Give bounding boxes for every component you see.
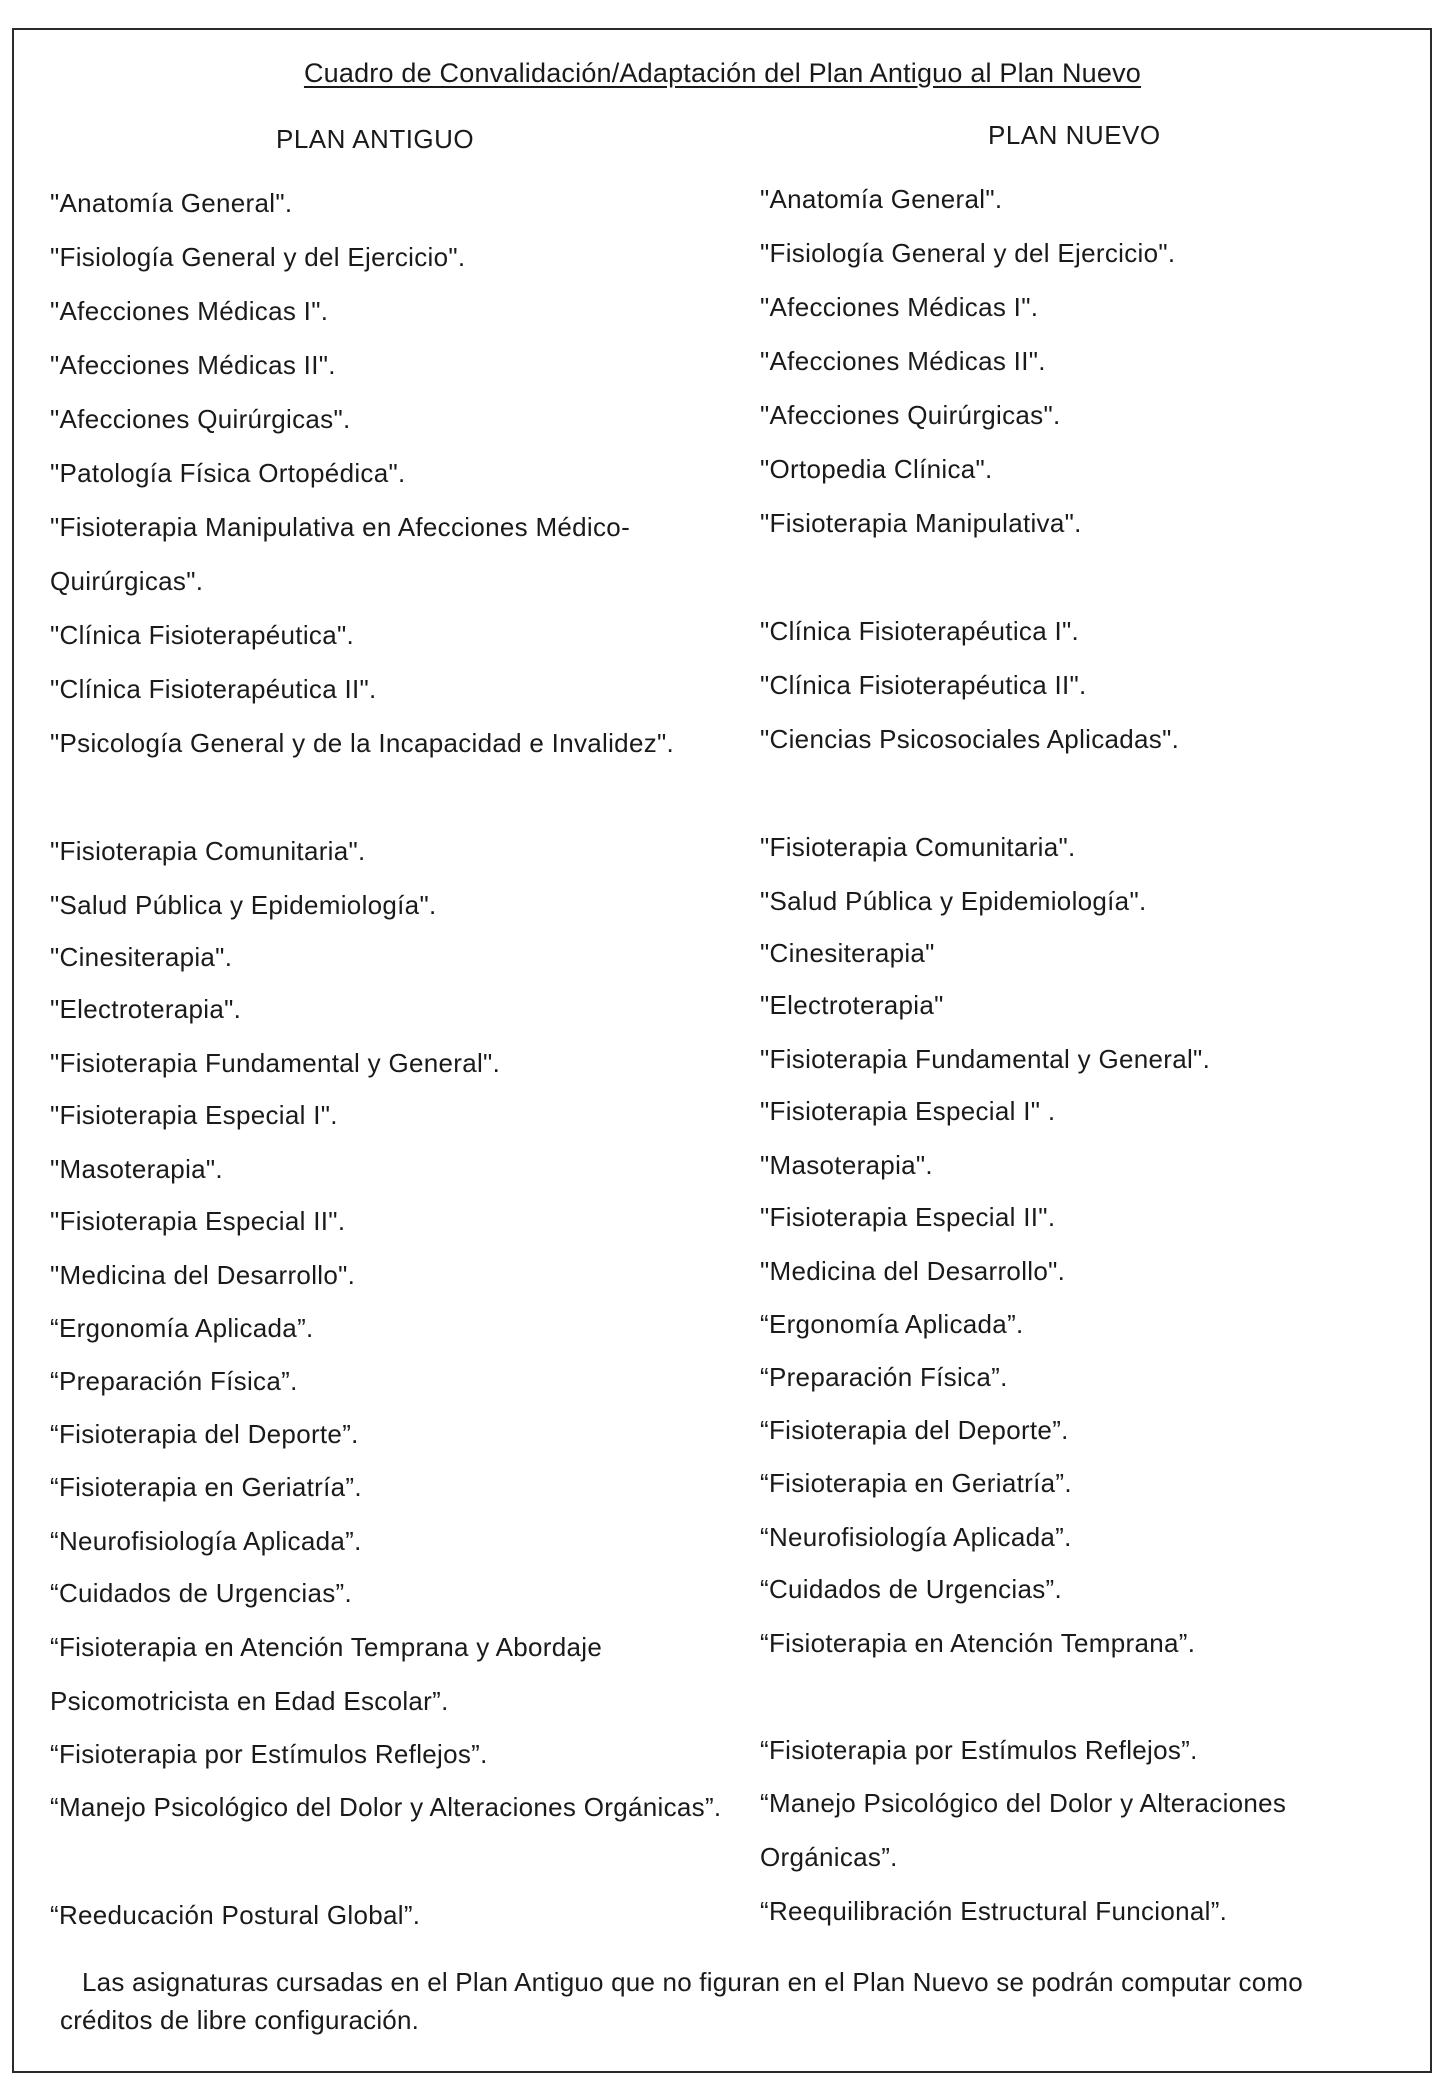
- new-subject: “Fisioterapia por Estímulos Reflejos”.: [760, 1735, 1198, 1765]
- old-subject: “Fisioterapia por Estímulos Reflejos”.: [50, 1739, 488, 1769]
- new-subject: "Clínica Fisioterapéutica II".: [760, 670, 1087, 700]
- old-subject: “Neurofisiología Aplicada”.: [50, 1526, 362, 1556]
- old-subject: "Afecciones Médicas I".: [50, 296, 329, 326]
- old-subject: “Ergonomía Aplicada”.: [50, 1313, 314, 1343]
- new-subject: "Fisioterapia Comunitaria".: [760, 832, 1076, 862]
- old-subject: "Afecciones Médicas II".: [50, 350, 336, 380]
- new-subject: "Salud Pública y Epidemiología".: [760, 886, 1147, 916]
- new-subject: "Afecciones Quirúrgicas".: [760, 400, 1061, 430]
- old-subject: "Fisioterapia Comunitaria".: [50, 836, 366, 866]
- column-header-new-plan: PLAN NUEVO: [988, 120, 1161, 150]
- page-title: Cuadro de Convalidación/Adaptación del Plan Antiguo al Plan Nuevo: [303, 58, 1142, 88]
- old-subject: "Cinesiterapia".: [50, 942, 233, 972]
- new-subject: “Reequilibración Estructural Funcional”.: [760, 1896, 1228, 1926]
- new-subject: "Fisioterapia Manipulativa".: [760, 508, 1082, 538]
- old-subject: “Fisioterapia en Atención Temprana y Abordaje Psicomotricista en Edad Escolar”.: [50, 1632, 603, 1716]
- new-subject: "Electroterapia": [760, 990, 944, 1020]
- old-subject: "Psicología General y de la Incapacidad e Invalidez".: [50, 728, 675, 758]
- old-subject: “Cuidados de Urgencias”.: [50, 1578, 353, 1608]
- new-subject: “Fisioterapia en Geriatría”.: [760, 1468, 1072, 1498]
- new-subject: "Ortopedia Clínica".: [760, 454, 993, 484]
- new-subject: “Manejo Psicológico del Dolor y Alteraciones Orgánicas”.: [760, 1788, 1287, 1872]
- new-subject: "Fisiología General y del Ejercicio".: [760, 238, 1176, 268]
- new-subject: “Cuidados de Urgencias”.: [760, 1574, 1063, 1604]
- new-subject: “Preparación Física”.: [760, 1362, 1008, 1392]
- old-subject: "Electroterapia".: [50, 994, 242, 1024]
- column-header-old-plan: PLAN ANTIGUO: [276, 124, 475, 154]
- old-subject: “Reeducación Postural Global”.: [50, 1900, 421, 1930]
- old-subject: "Fisioterapia Especial II".: [50, 1206, 346, 1236]
- new-subject: “Neurofisiología Aplicada”.: [760, 1522, 1072, 1552]
- old-subject: "Clínica Fisioterapéutica II".: [50, 674, 377, 704]
- old-subject: “Fisioterapia en Geriatría”.: [50, 1472, 362, 1502]
- footer-note: Las asignaturas cursadas en el Plan Antiguo que no figuran en el Plan Nuevo se podrán computar como créditos de libre configuración.: [60, 1967, 1303, 2035]
- new-subject: "Cinesiterapia": [760, 938, 935, 968]
- old-subject: "Fisioterapia Especial I".: [50, 1100, 338, 1130]
- old-subject: "Medicina del Desarrollo".: [50, 1260, 356, 1290]
- old-subject: "Fisioterapia Fundamental y General".: [50, 1048, 501, 1078]
- new-subject: "Afecciones Médicas II".: [760, 346, 1046, 376]
- old-subject: "Fisioterapia Manipulativa en Afecciones Médico-Quirúrgicas".: [50, 512, 631, 596]
- new-subject: "Clínica Fisioterapéutica I".: [760, 616, 1080, 646]
- old-subject: "Masoterapia".: [50, 1154, 223, 1184]
- old-subject: "Patología Física Ortopédica".: [50, 458, 406, 488]
- new-subject: “Ergonomía Aplicada”.: [760, 1309, 1024, 1339]
- new-subject: "Anatomía General".: [760, 184, 1003, 214]
- new-subject: "Masoterapia".: [760, 1150, 933, 1180]
- old-subject: “Manejo Psicológico del Dolor y Alteraciones Orgánicas”.: [50, 1792, 722, 1822]
- new-subject: "Ciencias Psicosociales Aplicadas".: [760, 724, 1180, 754]
- new-subject: "Fisioterapia Fundamental y General".: [760, 1044, 1211, 1074]
- new-subject: "Medicina del Desarrollo".: [760, 1256, 1066, 1286]
- new-subject: “Fisioterapia en Atención Temprana”.: [760, 1628, 1196, 1658]
- new-subject: "Fisioterapia Especial I" .: [760, 1096, 1056, 1126]
- new-subject: “Fisioterapia del Deporte”.: [760, 1415, 1069, 1445]
- old-subject: “Preparación Física”.: [50, 1366, 298, 1396]
- old-subject: "Anatomía General".: [50, 188, 293, 218]
- new-subject: "Afecciones Médicas I".: [760, 292, 1039, 322]
- old-subject: "Salud Pública y Epidemiología".: [50, 890, 437, 920]
- new-subject: "Fisioterapia Especial II".: [760, 1202, 1056, 1232]
- old-subject: “Fisioterapia del Deporte”.: [50, 1419, 359, 1449]
- old-subject: "Fisiología General y del Ejercicio".: [50, 242, 466, 272]
- old-subject: "Clínica Fisioterapéutica".: [50, 620, 355, 650]
- old-subject: "Afecciones Quirúrgicas".: [50, 404, 351, 434]
